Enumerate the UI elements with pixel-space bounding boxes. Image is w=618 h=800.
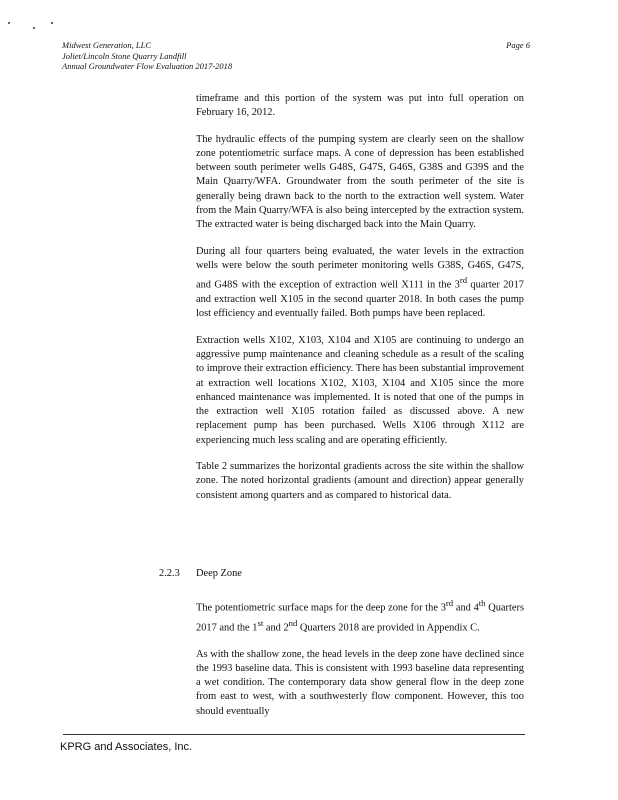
text-span: Quarters 2018 are provided in Appendix C.	[297, 622, 480, 634]
text-span: The potentiometric surface maps for the deep zone for the 3	[196, 602, 446, 614]
paragraph-extraction-wells: Extraction wells X102, X103, X104 and X105 are continuing to undergo an aggressive pump maintenance and cleaning schedule as a result of the scaling to improve their extraction efficiency. There has been substantial improvement at extraction well locations X102, X103, X104 and X105 since the more enhanced maintenance was implemented. It is noted that one of the pumps in the extraction well X105 rotation failed as discussed above. A new replacement pump has been purchased. Wells X106 through X112 are experiencing much less scaling and are operating efficiently.	[196, 334, 524, 446]
text-span: and 4	[453, 602, 479, 614]
superscript: th	[478, 598, 486, 608]
page-header	[62, 40, 530, 72]
superscript: rd	[445, 598, 454, 608]
footer-divider	[63, 734, 525, 735]
scan-speck	[33, 27, 35, 29]
superscript: nd	[288, 617, 298, 628]
section-heading	[159, 568, 242, 579]
text-span: and 2	[263, 622, 289, 634]
text-span: Quarters 2017 and the 1	[196, 602, 524, 634]
body-text-lower	[196, 596, 524, 731]
section-title: Deep Zone	[196, 568, 242, 579]
paragraph-head-levels: As with the shallow zone, the head levels in the deep zone have declined since the 1993 baseline data. This is consistent with 1993 baseline data representing a wet condition. The contemporary data show general flow in the deep zone from east to west, with a southwesterly flow component. However, this too should eventually	[196, 648, 524, 717]
superscript: rd	[459, 275, 468, 286]
paragraph-deep-zone-maps	[196, 596, 524, 636]
section-number: 2.2.3	[159, 568, 180, 579]
text-span: quarter 2017 and extraction well X105 in the second quarter 2018. In both cases the pump lost efficiency and eventually failed. Both pumps have been replaced.	[196, 279, 524, 320]
body-text-upper	[196, 92, 524, 515]
footer-company: KPRG and Associates, Inc.	[60, 741, 193, 753]
paragraph-table-2: Table 2 summarizes the horizontal gradients across the site within the shallow zone. The noted horizontal gradients (amount and direction) appear generally consistent among quarters and as compared to historical data.	[196, 461, 524, 501]
page-number: Page 6	[506, 40, 530, 50]
header-report-title: Annual Groundwater Flow Evaluation 2017-2018	[62, 61, 233, 71]
header-site: Joliet/Lincoln Stone Quarry Landfill	[62, 50, 187, 61]
header-company: Midwest Generation, LLC	[62, 40, 152, 50]
scan-speck	[8, 22, 10, 24]
text-span: During all four quarters being evaluated, the water levels in the extraction wells were below the south perimeter monitoring wells G38S, G46S, G47S, and G48S with the exception of extraction well X111 in the 3	[196, 245, 524, 291]
paragraph-timeframe: timeframe and this portion of the system was put into full operation on February 16, 2012.	[196, 93, 524, 119]
paragraph-hydraulic-effects: The hydraulic effects of the pumping system are clearly seen on the shallow zone potentiometric surface maps. A cone of depression has been established between south perimeter wells G48S, G47S, G46S, G38S and G39S and the Main Quarry/WFA. Groundwater from the south perimeter of the site is generally being drawn back to the north to the extraction well system. Water from the Main Quarry/WFA is also being intercepted by the extraction system. The extracted water is being discharged back into the Main Quarry.	[196, 133, 524, 231]
paragraph-water-levels	[196, 245, 524, 322]
superscript: st	[257, 617, 264, 628]
scan-speck	[51, 22, 53, 24]
